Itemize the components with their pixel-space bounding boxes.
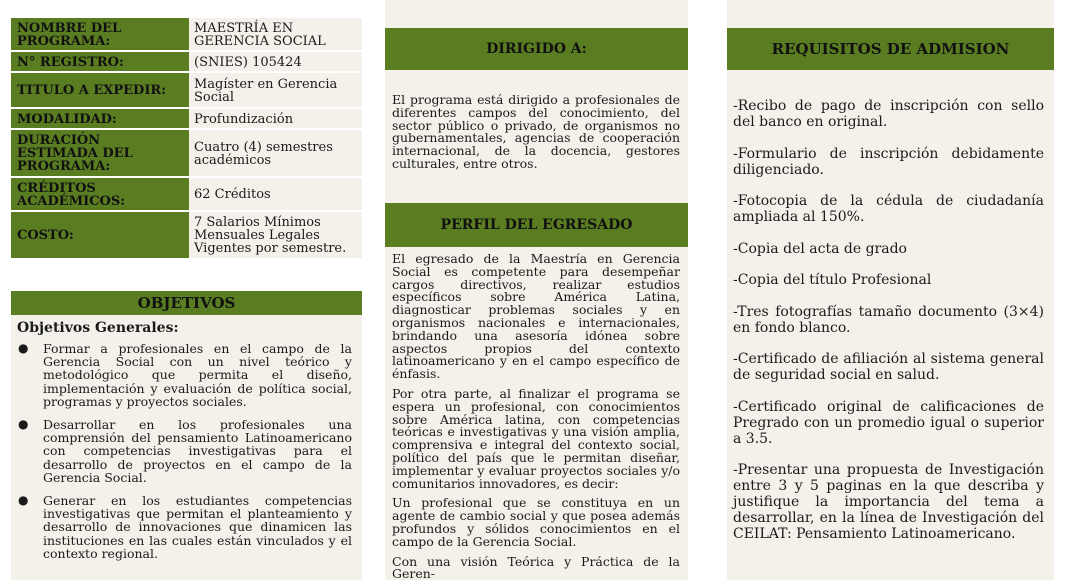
list-item: -Certificado de afiliación al sistema general de seguridad social en salud. — [733, 351, 1044, 383]
bullet-icon: ● — [18, 341, 29, 355]
program-info-table — [11, 18, 362, 260]
info-value: Cuatro (4) semestres académicos — [189, 130, 362, 176]
middle-panel — [385, 0, 688, 580]
right-panel — [727, 0, 1054, 580]
perfil-paragraph: El egresado de la Maestría en Gerencia Social es competente para desempeñar cargos directivos, realizar estudios específicos sobre América Latina, diagnosticar problemas sociales y en organismos nacionales e internacionales, brindando una asesoría idónea sobre aspectos propios del contexto latinoamericano y en el campo específico de énfasis. — [392, 251, 680, 382]
objetivos-subtitle: Objetivos Generales: — [17, 320, 179, 336]
left-panel — [11, 0, 362, 580]
list-item: -Formulario de inscripción debidamente diligenciado. — [733, 145, 1044, 178]
list-item: -Copia del acta de grado — [733, 240, 907, 257]
info-value: 62 Créditos — [189, 178, 362, 210]
info-row-duracion — [11, 130, 362, 176]
objetivo-text: Generar en los estudiantes competencias investigativas que permitan el planteamiento y desarrollo de innovaciones que dinamicen las instituciones en las cuales están vinculados y el contexto regional. — [43, 493, 352, 561]
list-item: -Tres fotografías tamaño documento (3×4) en fondo blanco. — [733, 303, 1044, 336]
info-value: (SNIES) 105424 — [189, 52, 362, 71]
info-row-titulo — [11, 73, 362, 107]
info-label: NOMBRE DEL PROGRAMA: — [11, 18, 189, 50]
info-label: CRÉDITOS ACADÉMICOS: — [11, 178, 189, 210]
requisitos-heading: REQUISITOS DE ADMISION — [727, 28, 1054, 70]
bullet-icon: ● — [18, 417, 29, 432]
info-row-nombre — [11, 18, 362, 50]
dirigido-paragraph: El programa está dirigido a profesionales de diferentes campos del conocimiento, del sector público o privado, de organismos no gubernamentales, agencias de cooperación internacional, de la docencia, gestores culturales, entre otros. — [392, 92, 680, 171]
list-item: -Recibo de pago de inscripción con sello del banco en original. — [733, 98, 1044, 130]
info-value: 7 Salarios Mínimos Mensuales Legales Vigentes por semestre. — [189, 212, 362, 258]
info-row-modalidad — [11, 109, 362, 128]
list-item — [11, 494, 362, 560]
info-row-registro — [11, 52, 362, 71]
objetivos-heading: OBJETIVOS — [11, 291, 362, 315]
perfil-paragraph: Con una visión Teórica y Práctica de la Geren- — [392, 553, 680, 582]
dirigido-text — [392, 94, 680, 178]
info-label: MODALIDAD: — [11, 109, 189, 128]
list-item: -Copia del título Profesional — [733, 272, 932, 288]
bullet-icon: ● — [18, 493, 29, 508]
requisitos-list — [733, 98, 1044, 558]
info-row-creditos — [11, 178, 362, 210]
objetivos-section — [11, 315, 362, 580]
info-label: DURACIÓN ESTIMADA DEL PROGRAMA: — [11, 130, 189, 176]
list-item: -Fotocopia de la cédula de ciudadanía ampliada al 150%. — [733, 193, 1044, 225]
info-value: MAESTRÍA EN GERENCIA SOCIAL — [189, 18, 362, 50]
list-item — [11, 418, 362, 484]
list-item — [11, 342, 362, 408]
info-label: COSTO: — [11, 212, 189, 258]
objetivo-text: Desarrollar en los profesionales una comprensión del pensamiento Latinoamericano con competencias investigativas para el desarrollo de proyectos en el campo de la Gerencia Social. — [43, 417, 352, 485]
info-label: TITULO A EXPEDIR: — [11, 73, 189, 107]
dirigido-heading: DIRIGIDO A: — [385, 28, 688, 70]
objetivos-list — [11, 342, 362, 560]
objetivo-text: Formar a profesionales en el campo de la Gerencia Social con un nivel teórico y metodológico que permita el diseño, implementación y evaluación de política social, programas y proyectos sociales. — [43, 341, 352, 409]
info-value: Magíster en Gerencia Social — [189, 73, 362, 107]
info-label: N° REGISTRO: — [11, 52, 189, 71]
info-row-costo — [11, 212, 362, 258]
perfil-heading: PERFIL DEL EGRESADO — [385, 203, 688, 247]
list-item: -Presentar una propuesta de Investigación entre 3 y 5 paginas en la que describa y justifique la importancia del tema a desarrollar, en la línea de Investigación del CEILAT: Pensamiento Latinoamericano. — [733, 462, 1044, 542]
perfil-text — [392, 253, 680, 588]
perfil-paragraph: Por otra parte, al finalizar el programa se espera un profesional, con conocimientos sobre América latina, con competencias teóricas e investigativas y una visión amplia, comprensiva e integral del contexto social, político del país que le permitan diseñar, implementar y evaluar proyectos sociales y/o comunitarios innovadores, es decir: — [392, 385, 680, 491]
list-item: -Certificado original de calificaciones de Pregrado con un promedio igual o superior a 3.5. — [733, 398, 1044, 447]
info-value: Profundización — [189, 109, 362, 128]
perfil-paragraph: Un profesional que se constituya en un agente de cambio social y que posea además profundos y sólidos conocimientos en el campo de la Gerencia Social. — [392, 495, 680, 549]
